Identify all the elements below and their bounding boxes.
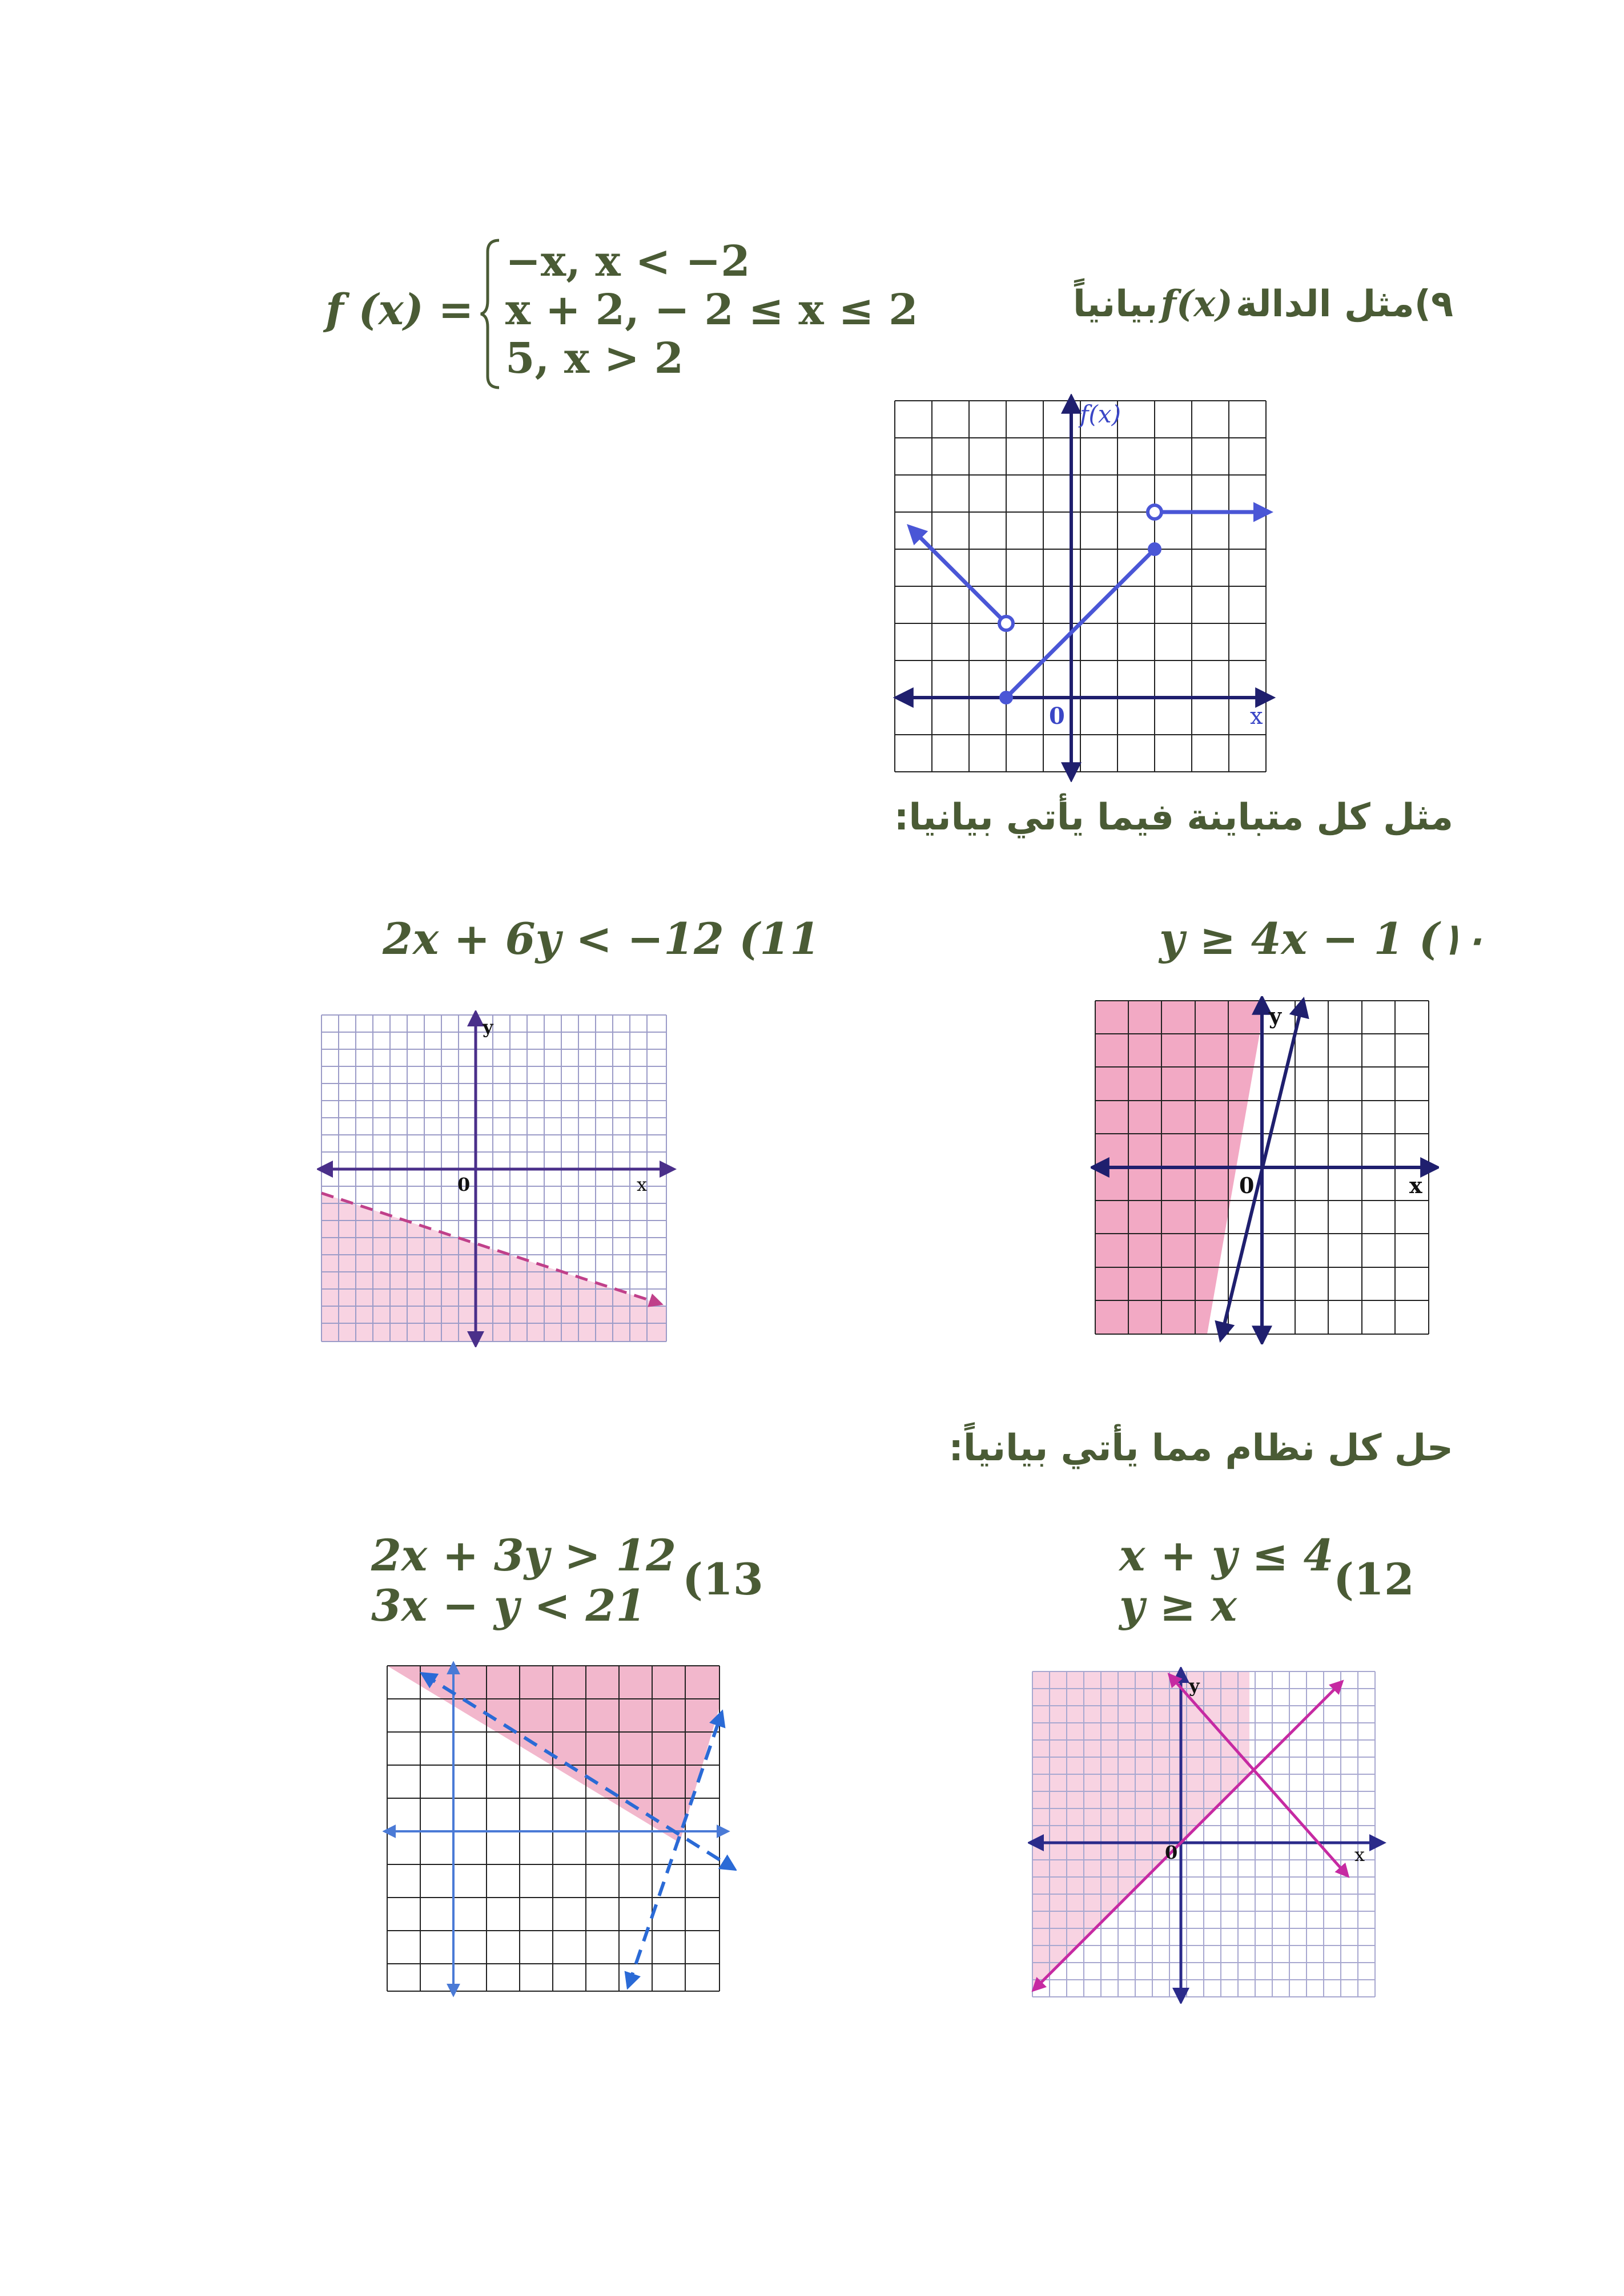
- q10-y-label: y: [1269, 1003, 1282, 1029]
- q9-function-lhs: f (x) =: [325, 285, 474, 335]
- q11-graph: [317, 1010, 677, 1347]
- q9-x-label: x: [1250, 703, 1263, 730]
- q12-shaded-region: [1032, 1671, 1249, 1991]
- q9-piece-3: 5, x > 2: [505, 334, 684, 383]
- q9-open-point-right: [1148, 505, 1161, 519]
- q9-closed-point-end: [1148, 542, 1161, 556]
- q12-line-1: x + y ≤ 4: [1119, 1530, 1334, 1581]
- q11-origin-label: 0: [457, 1174, 471, 1195]
- q12-number: (12: [1333, 1554, 1414, 1605]
- q9-closed-point-start: [999, 691, 1013, 704]
- q9-function-plot: [910, 505, 1269, 704]
- q12-grid: [1032, 1671, 1375, 1997]
- q13-line-2: 3x − y < 21: [371, 1580, 646, 1631]
- q9-suffix: بيانياً: [1073, 283, 1158, 325]
- q13-line-1: 2x + 3y > 12: [371, 1530, 677, 1581]
- q10-origin-label: 0: [1239, 1173, 1255, 1198]
- q10-x-label: x: [1409, 1173, 1422, 1198]
- q12-system: [1119, 1530, 1439, 1638]
- q10-label: y ≥ 4x − 1 (١٠: [1159, 913, 1486, 964]
- q12-origin-label: 0: [1165, 1842, 1178, 1863]
- q11-x-label: x: [637, 1174, 648, 1195]
- q9-segment-left: [910, 527, 1006, 623]
- q9-piece-1: −x, x < −2: [505, 237, 750, 286]
- q12-line-2: y ≥ x: [1119, 1580, 1237, 1631]
- q10-graph: [1091, 996, 1439, 1344]
- q9-y-label: f(x): [1080, 400, 1121, 428]
- q9-origin-label: 0: [1049, 703, 1065, 730]
- q13-number: (13: [682, 1554, 763, 1605]
- q12-x-label: x: [1354, 1844, 1365, 1866]
- q9-grid: [895, 401, 1266, 772]
- q9-piece-2: x + 2, − 2 ≤ x ≤ 2: [505, 285, 918, 335]
- q12-graph: [1028, 1667, 1393, 2004]
- q9-graph: [888, 394, 1276, 782]
- q12-y-label: y: [1189, 1675, 1200, 1697]
- q11-y-label: y: [483, 1016, 493, 1038]
- q9-text: مثل الدالة: [1235, 283, 1414, 325]
- q9-function-definition: [325, 237, 918, 397]
- q9-open-point-left: [999, 617, 1013, 630]
- q9-fx: f(x): [1160, 283, 1233, 325]
- q9-brace: [480, 237, 503, 391]
- q11-label: 2x + 6y < −12 (11: [383, 913, 821, 964]
- section-inequalities-title: مثل كل متباينة فيما يأتي بيانيا:: [894, 796, 1453, 839]
- q13-graph: [383, 1661, 737, 1998]
- q13-system: [371, 1530, 771, 1638]
- q9-heading: [1065, 283, 1453, 325]
- section-systems-title: حل كل نظام مما يأتي بيانياً:: [948, 1427, 1453, 1469]
- q9-number: ٩): [1414, 283, 1453, 325]
